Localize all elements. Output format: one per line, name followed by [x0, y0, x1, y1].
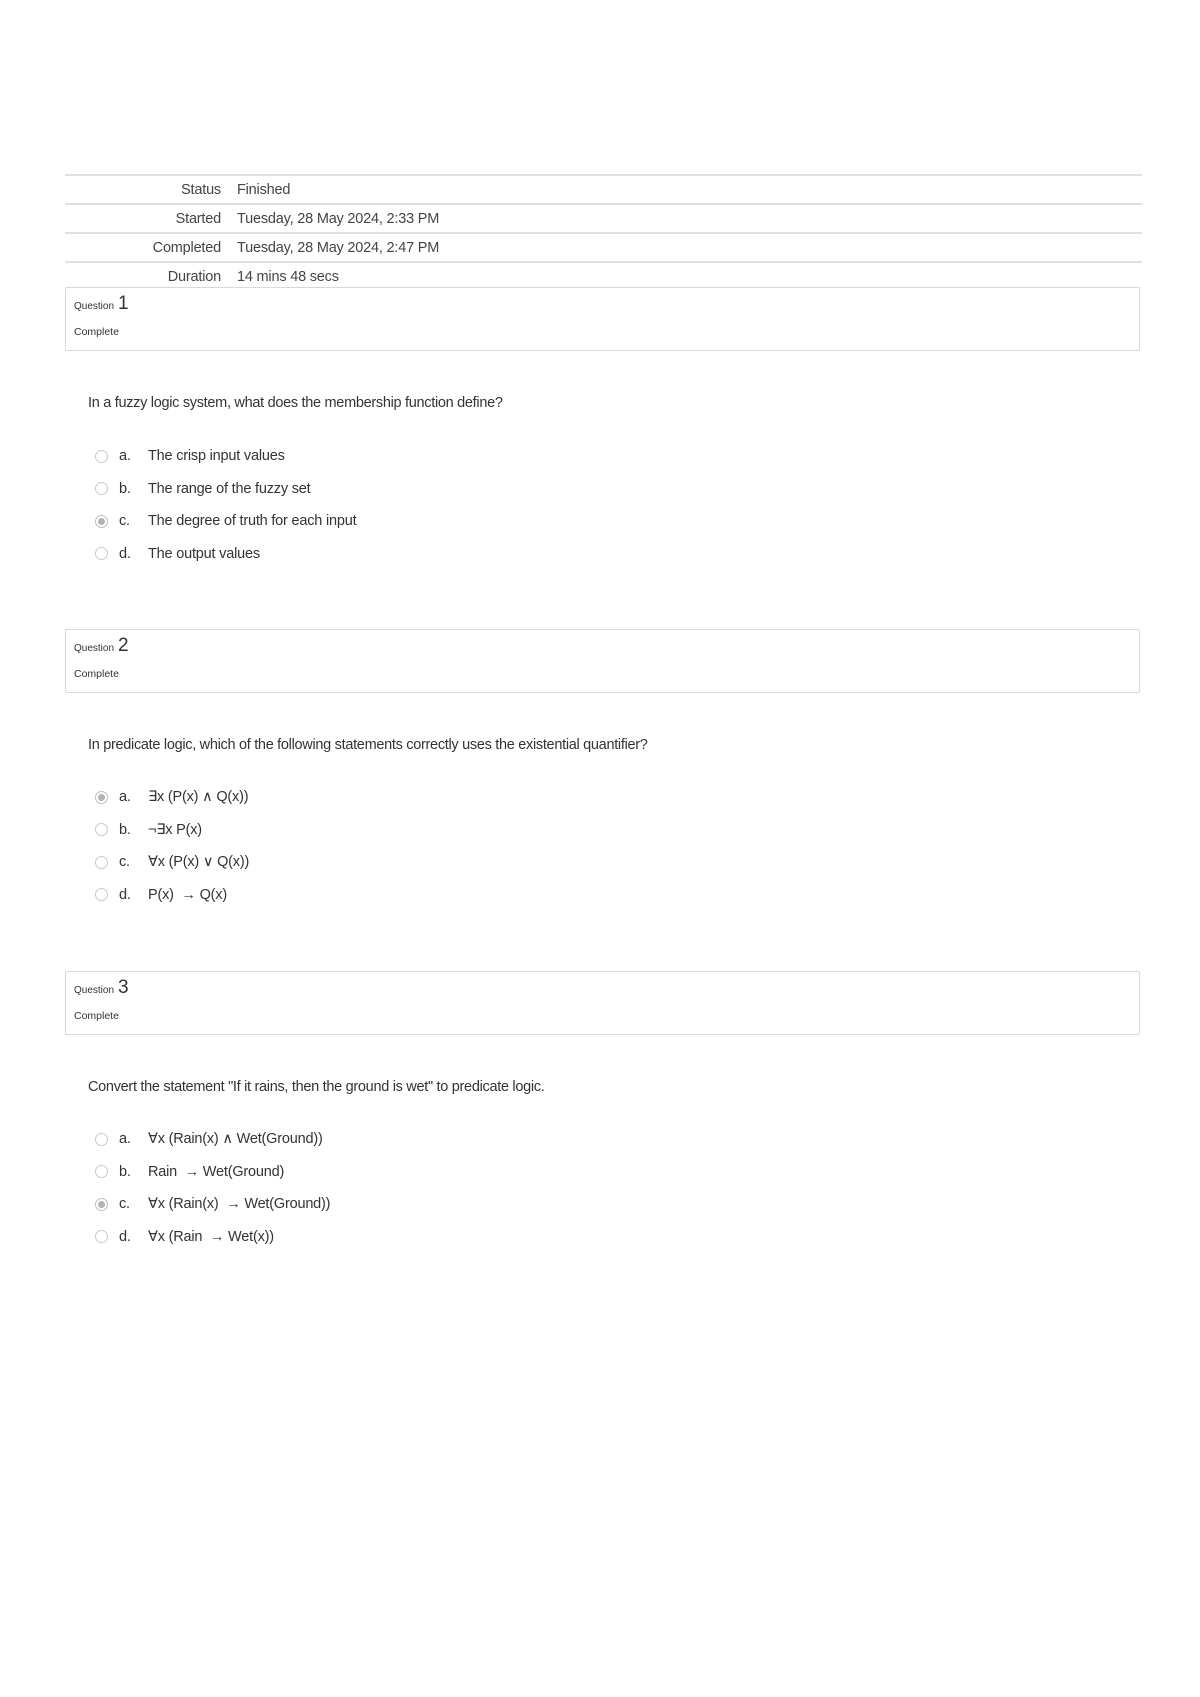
attempt-summary-table — [65, 174, 1142, 290]
option-letter: b. — [119, 821, 131, 838]
question-state: Complete — [74, 1010, 119, 1022]
option-text: ∀x (Rain → Wet(x)) — [148, 1228, 274, 1245]
option-letter: d. — [119, 545, 131, 562]
answer-options — [95, 440, 356, 570]
answer-options — [95, 1123, 330, 1253]
radio-button[interactable] — [95, 1165, 108, 1178]
option-text: The degree of truth for each input — [148, 513, 357, 530]
answer-option[interactable] — [95, 879, 249, 912]
answer-option[interactable] — [95, 473, 356, 506]
question-number: 2 — [118, 635, 129, 656]
option-letter: c. — [119, 854, 130, 871]
radio-button[interactable] — [95, 823, 108, 836]
question-text: In predicate logic, which of the following statements correctly uses the existential quantifier? — [88, 737, 648, 753]
question-number-line — [74, 294, 129, 313]
radio-button-selected[interactable] — [95, 791, 108, 804]
summary-row-started — [65, 205, 1142, 234]
option-text: The range of the fuzzy set — [148, 480, 311, 497]
option-text: The output values — [148, 545, 260, 562]
answer-option[interactable] — [95, 440, 356, 473]
option-letter: c. — [119, 1196, 130, 1213]
radio-button[interactable] — [95, 450, 108, 463]
option-letter: b. — [119, 480, 131, 497]
radio-button[interactable] — [95, 856, 108, 869]
question-number-line — [74, 636, 129, 655]
summary-row-duration — [65, 263, 1142, 290]
answer-options — [95, 781, 249, 911]
summary-value: Tuesday, 28 May 2024, 2:33 PM — [237, 210, 440, 227]
option-text: ∀x (Rain(x) → Wet(Ground)) — [148, 1196, 331, 1213]
summary-value: Tuesday, 28 May 2024, 2:47 PM — [237, 239, 440, 256]
option-letter: d. — [119, 1228, 131, 1245]
summary-label: Status — [181, 181, 221, 198]
option-text: Rain → Wet(Ground) — [148, 1163, 285, 1180]
question-info-box — [65, 971, 1140, 1035]
answer-option[interactable] — [95, 1123, 330, 1156]
summary-label: Completed — [152, 239, 221, 256]
option-text: ¬∃x P(x) — [148, 821, 202, 838]
option-letter: d. — [119, 886, 131, 903]
question-text: Convert the statement "If it rains, then the ground is wet" to predicate logic. — [88, 1079, 545, 1095]
option-letter: a. — [119, 1131, 131, 1148]
answer-option[interactable] — [95, 505, 356, 538]
summary-label: Duration — [167, 268, 221, 285]
summary-row-completed — [65, 234, 1142, 263]
question-info-box — [65, 287, 1140, 351]
summary-value: Finished — [237, 181, 291, 198]
answer-option[interactable] — [95, 781, 249, 814]
option-text: ∀x (P(x) ∨ Q(x)) — [148, 854, 250, 871]
answer-option[interactable] — [95, 846, 249, 879]
question-info-box — [65, 629, 1140, 693]
radio-button[interactable] — [95, 1230, 108, 1243]
question-state: Complete — [74, 326, 119, 338]
option-letter: a. — [119, 789, 131, 806]
summary-label: Started — [175, 210, 221, 227]
summary-value: 14 mins 48 secs — [237, 268, 339, 285]
radio-button[interactable] — [95, 547, 108, 560]
answer-option[interactable] — [95, 1221, 330, 1254]
question-label: Question — [74, 985, 115, 996]
radio-button[interactable] — [95, 482, 108, 495]
question-number: 1 — [118, 293, 129, 314]
option-text: P(x) → Q(x) — [148, 886, 227, 903]
answer-option[interactable] — [95, 1156, 330, 1189]
question-number-line — [74, 978, 129, 997]
answer-option[interactable] — [95, 1188, 330, 1221]
summary-row-status — [65, 176, 1142, 205]
question-label: Question — [74, 301, 115, 312]
option-text: ∃x (P(x) ∧ Q(x)) — [148, 789, 249, 806]
answer-option[interactable] — [95, 814, 249, 847]
option-text: The crisp input values — [148, 448, 285, 465]
question-label: Question — [74, 643, 115, 654]
question-state: Complete — [74, 668, 119, 680]
option-text: ∀x (Rain(x) ∧ Wet(Ground)) — [148, 1131, 323, 1148]
radio-button-selected[interactable] — [95, 515, 108, 528]
option-letter: b. — [119, 1163, 131, 1180]
option-letter: a. — [119, 448, 131, 465]
radio-button-selected[interactable] — [95, 1198, 108, 1211]
question-number: 3 — [118, 977, 129, 998]
radio-button[interactable] — [95, 888, 108, 901]
option-letter: c. — [119, 513, 130, 530]
radio-button[interactable] — [95, 1133, 108, 1146]
question-text: In a fuzzy logic system, what does the membership function define? — [88, 395, 503, 411]
answer-option[interactable] — [95, 538, 356, 571]
